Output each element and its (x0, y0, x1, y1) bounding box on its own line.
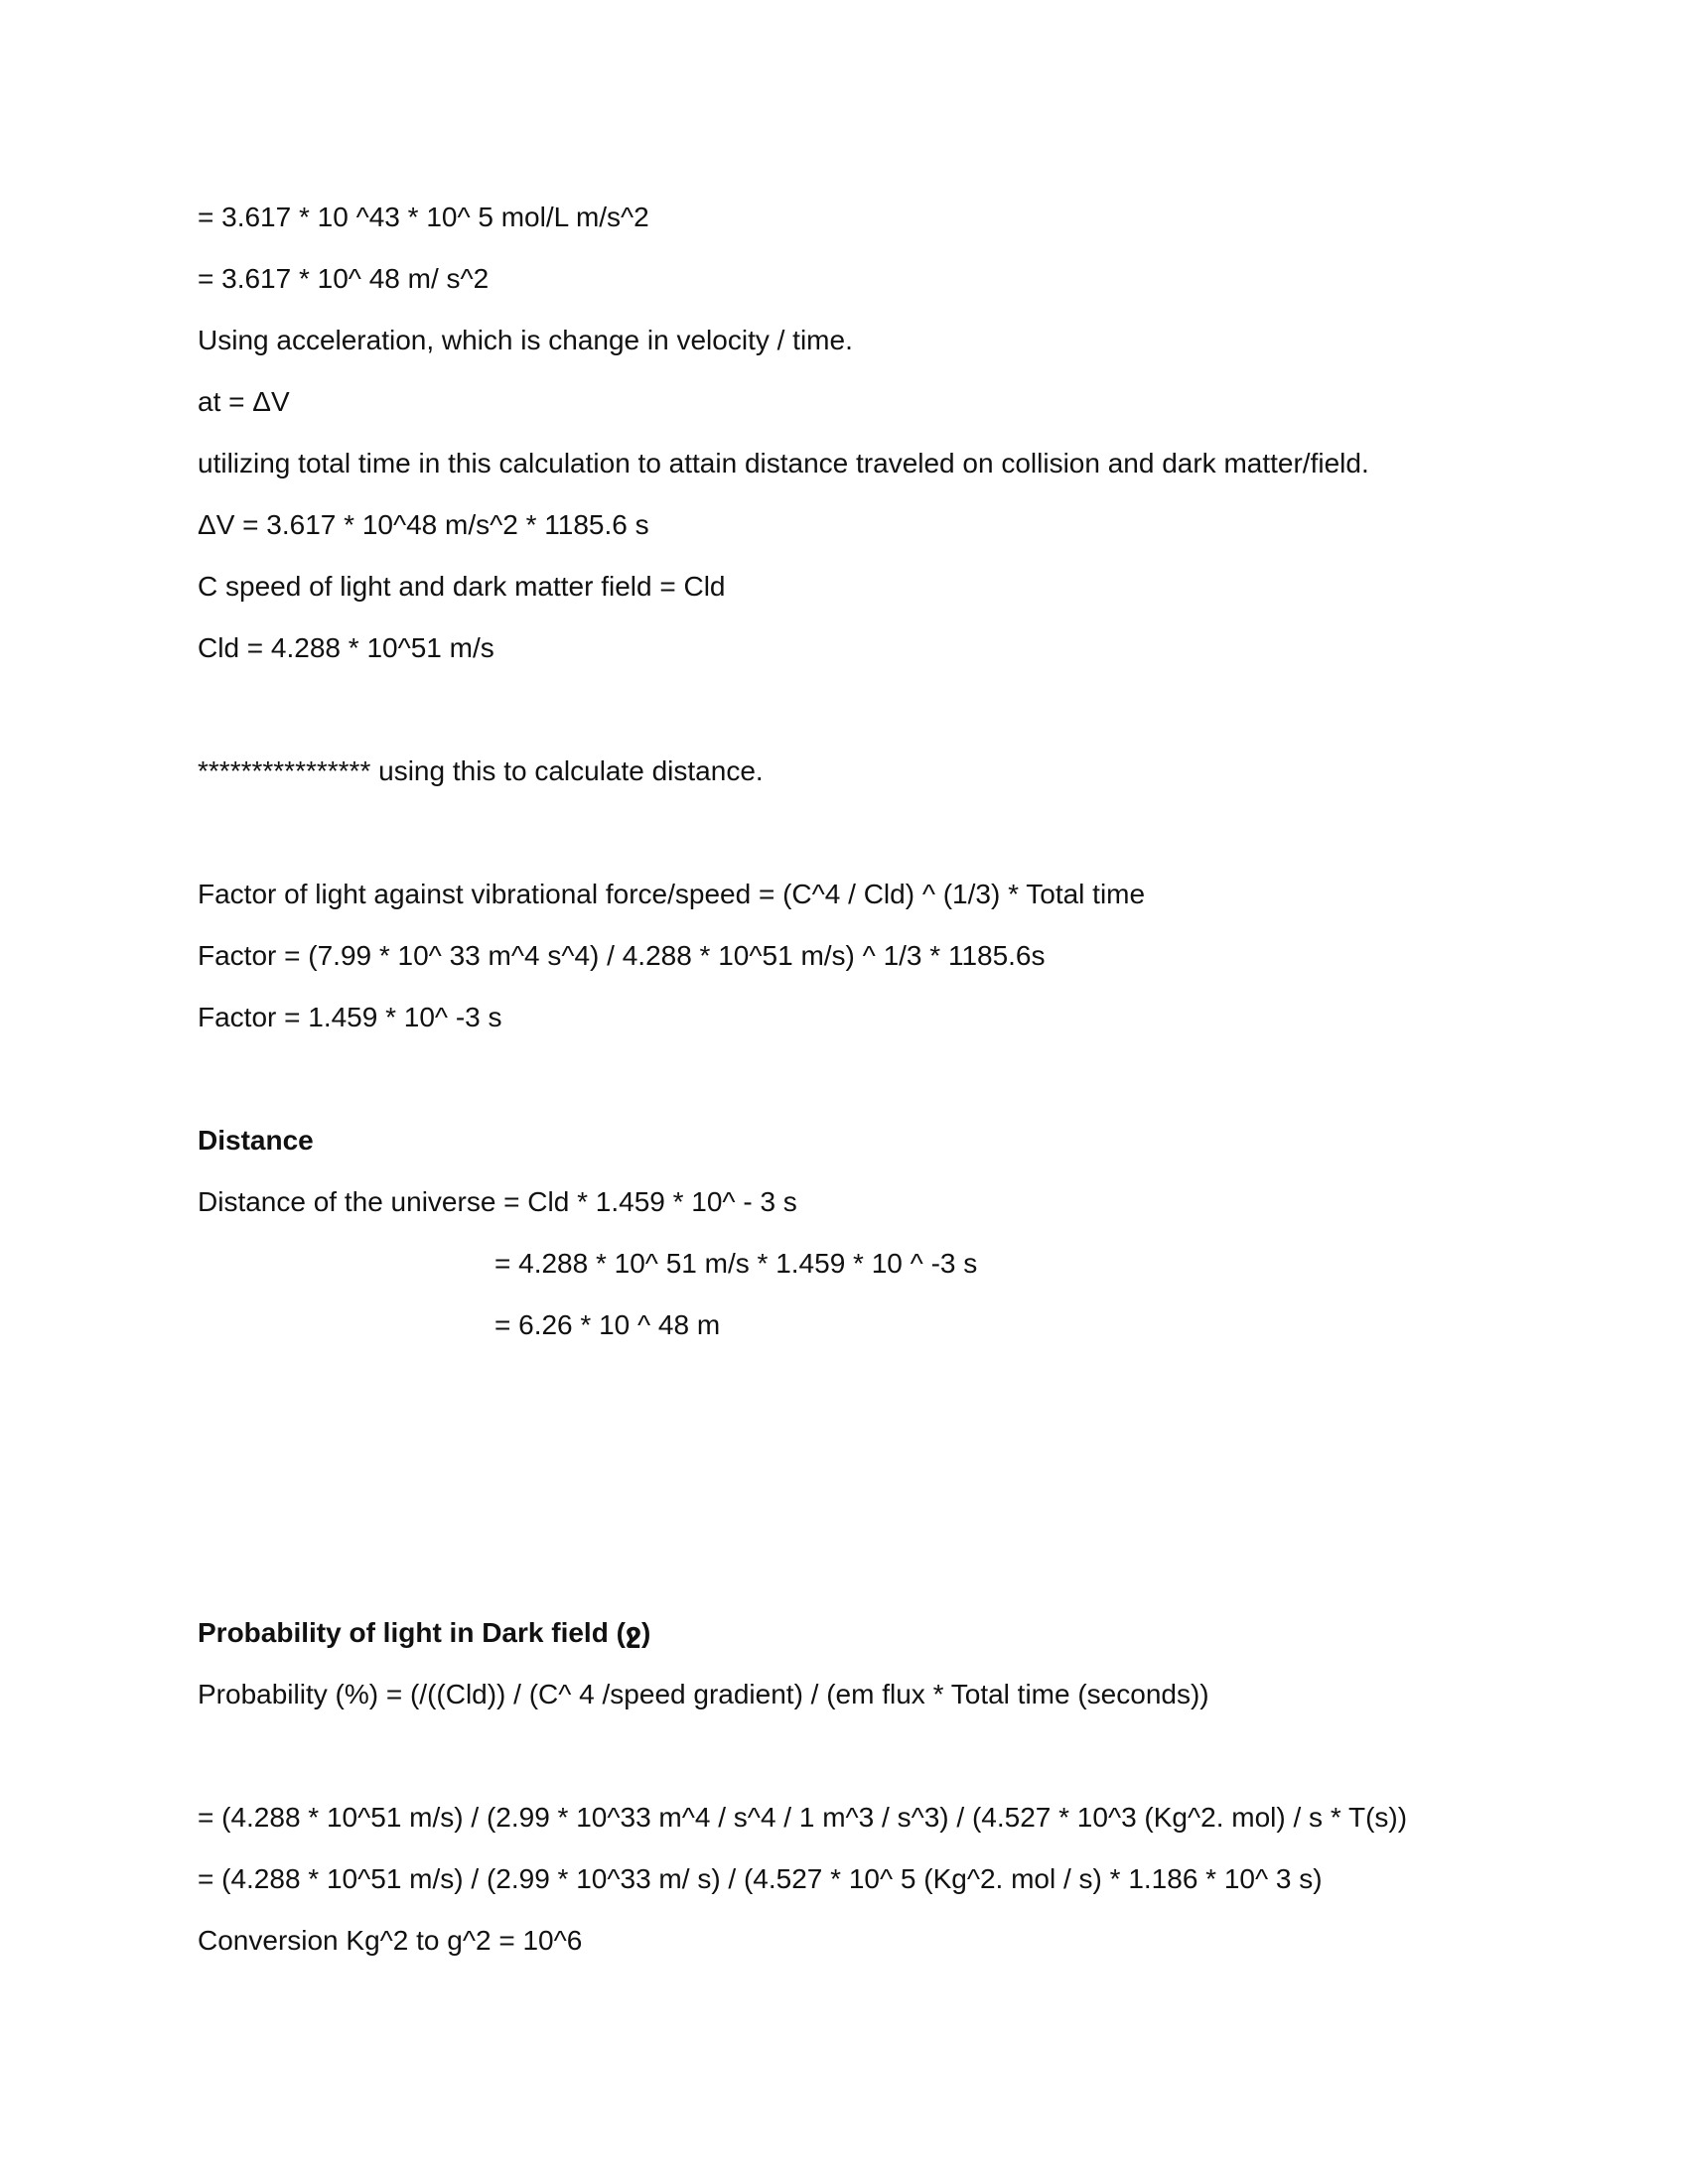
formula-line: Distance of the universe = Cld * 1.459 * 10^ - 3 s (198, 1186, 797, 1217)
formula-line: Probability (%) = (/((Cld)) / (C^ 4 /speed gradient) / (em flux * Total time (seconds)) (198, 1679, 1209, 1709)
equation-line: = (4.288 * 10^51 m/s) / (2.99 * 10^33 m^4 / s^4 / 1 m^3 / s^3) / (4.527 * 10^3 (Kg^2. mol) / s * T(s)) (198, 1802, 1408, 1833)
text-line: utilizing total time in this calculation to attain distance traveled on collision and dark matter/field. (198, 448, 1369, 478)
equation-line: Cld = 4.288 * 10^51 m/s (198, 632, 494, 663)
text-line: C speed of light and dark matter field = Cld (198, 571, 726, 602)
equation-line: at = ΔV (198, 386, 290, 417)
equation-line: Factor = 1.459 * 10^ -3 s (198, 1002, 502, 1032)
equation-line: ΔV = 3.617 * 10^48 m/s^2 * 1185.6 s (198, 509, 649, 540)
section-heading-probability: Probability of light in Dark field (ջ) (198, 1617, 651, 1648)
text-line: Using acceleration, which is change in velocity / time. (198, 325, 853, 355)
equation-line: Factor = (7.99 * 10^ 33 m^4 s^4) / 4.288 * 10^51 m/s) ^ 1/3 * 1185.6s (198, 940, 1046, 971)
equation-continuation: = 6.26 * 10 ^ 48 m (494, 1309, 721, 1340)
text-line: Conversion Kg^2 to g^2 = 10^6 (198, 1925, 583, 1956)
equation-line: = 3.617 * 10 ^43 * 10^ 5 mol/L m/s^2 (198, 202, 649, 232)
formula-line: Factor of light against vibrational force/speed = (C^4 / Cld) ^ (1/3) * Total time (198, 879, 1146, 909)
equation-line: = 3.617 * 10^ 48 m/ s^2 (198, 263, 490, 294)
section-heading-distance: Distance (198, 1125, 314, 1156)
asterisk-note-line: **************** using this to calculate distance. (198, 755, 764, 786)
equation-line: = (4.288 * 10^51 m/s) / (2.99 * 10^33 m/ s) / (4.527 * 10^ 5 (Kg^2. mol / s) * 1.186 * 10^ 3 s) (198, 1863, 1323, 1894)
equation-continuation: = 4.288 * 10^ 51 m/s * 1.459 * 10 ^ -3 s (494, 1248, 978, 1279)
